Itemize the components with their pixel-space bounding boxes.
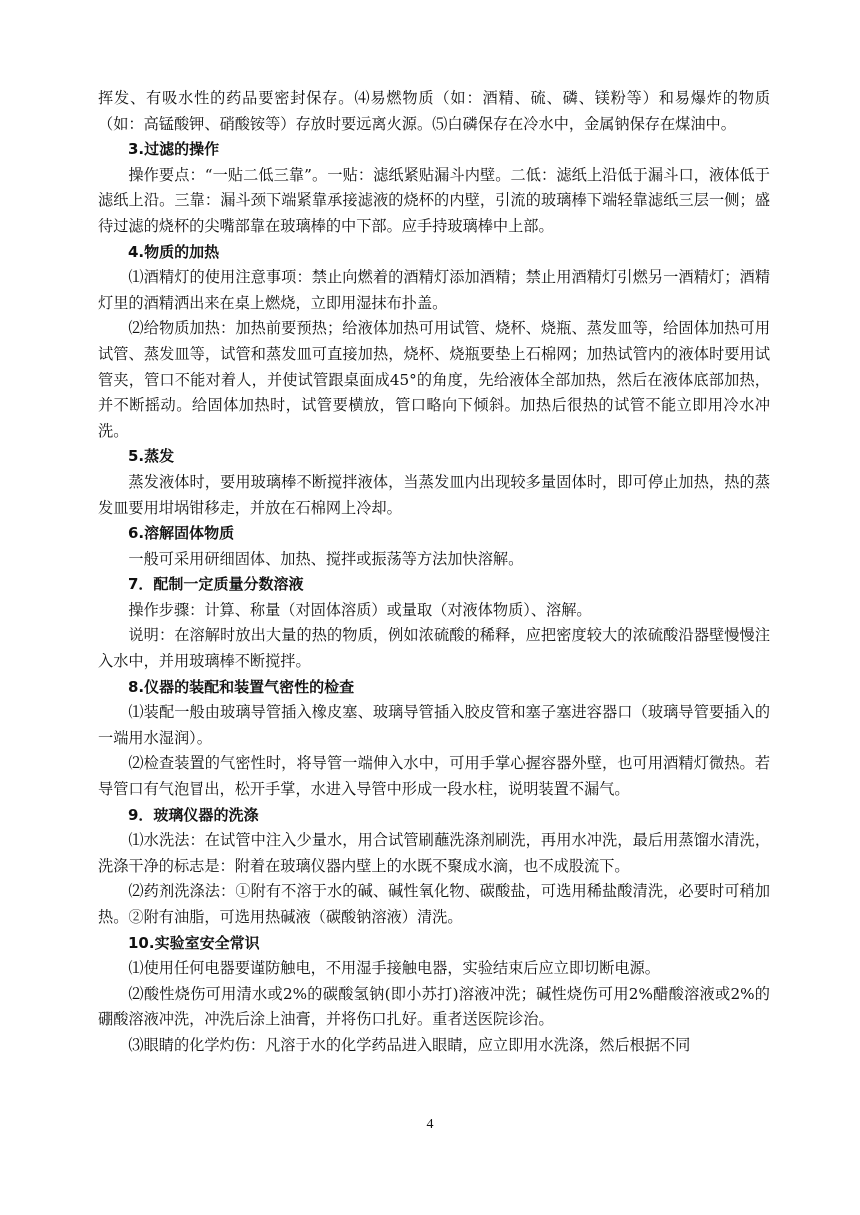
paragraph: ⑵酸性烧伤可用清水或2%的碳酸氢钠(即小苏打)溶液冲洗；碱性烧伤可用2%醋酸溶液或2%的硼酸溶液冲洗，冲洗后涂上油膏，并将伤口扎好。重者送医院诊治。 <box>98 984 770 1029</box>
section-heading: 9．玻璃仪器的洗涤 <box>128 805 259 824</box>
section-heading: 3.过滤的操作 <box>128 140 220 159</box>
paragraph: 一般可采用研细固体、加热、搅拌或振荡等方法加快溶解。 <box>128 549 524 568</box>
intro-paragraph: 挥发、有吸水性的药品要密封保存。⑷易燃物质（如：酒精、硫、磷、镁粉等）和易爆炸的物质（如：高锰酸钾、硝酸铵等）存放时要远离火源。⑸白磷保存在冷水中，金属钠保存在煤油中。 <box>98 89 770 133</box>
paragraph: ⑴酒精灯的使用注意事项：禁止向燃着的酒精灯添加酒精；禁止用酒精灯引燃另一酒精灯；酒精灯里的酒精洒出来在桌上燃烧，立即用湿抹布扑盖。 <box>98 268 770 312</box>
section-heading: 4.物质的加热 <box>128 242 220 261</box>
paragraph: ⑵药剂洗涤法：①附有不溶于水的碱、碱性氧化物、碳酸盐，可选用稀盐酸清洗，必要时可稍加热。②附有油脂，可选用热碱液（碳酸钠溶液）清洗。 <box>98 882 770 926</box>
section-glassware-washing <box>98 803 770 931</box>
section-heading: 8.仪器的装配和装置气密性的检查 <box>128 677 355 696</box>
section-dissolving <box>98 521 770 572</box>
paragraph: 操作步骤：计算、称量（对固体溶质）或量取（对液体物质）、溶解。 <box>128 600 592 619</box>
section-solution-prep <box>98 572 770 674</box>
paragraph: ⑵检查装置的气密性时，将导管一端伸入水中，可用手掌心握容器外壁，也可用酒精灯微热。若导管口有气泡冒出，松开手掌，水进入导管中形成一段水柱，说明装置不漏气。 <box>98 754 770 799</box>
paragraph: ⑵给物质加热：加热前要预热；给液体加热可用试管、烧杯、烧瓶、蒸发皿等，给固体加热可用试管、蒸发皿等，试管和蒸发皿可直接加热，烧杯、烧瓶要垫上石棉网；加热试管内的液体时要用试管夹，管口不能对着人，并使试管跟桌面成45°的角度，先给液体全部加热，然后在液体底部加热，并不断摇动。给固体加热时，试管要横放，管口略向下倾斜。加热后很热的试管不能立即用冷水冲洗。 <box>98 319 770 440</box>
section-heading: 6.溶解固体物质 <box>128 524 235 543</box>
section-lab-safety <box>98 931 770 1059</box>
paragraph: 操作要点：“一贴二低三靠”。一贴：滤纸紧贴漏斗内壁。二低：滤纸上沿低于漏斗口，液体低于滤纸上沿。三靠：漏斗颈下端紧靠承接滤液的烧杯的内壁，引流的玻璃棒下端轻靠滤纸三层一侧；盛待过滤的烧杯的尖嘴部靠在玻璃棒的中下部。应手持玻璃棒中上部。 <box>98 165 770 235</box>
section-apparatus-assembly <box>98 675 770 803</box>
page-number: 4 <box>426 1117 434 1132</box>
section-heading: 7．配制一定质量分数溶液 <box>128 575 304 594</box>
paragraph: ⑴装配一般由玻璃导管插入橡皮塞、玻璃导管插入胶皮管和塞子塞进容器口（玻璃导管要插入的一端用水湿润）。 <box>98 703 770 747</box>
paragraph: ⑴使用任何电器要谨防触电，不用湿手接触电器，实验结束后应立即切断电源。 <box>128 959 660 978</box>
section-heating <box>98 240 770 445</box>
section-heading: 10.实验室安全常识 <box>128 933 260 952</box>
section-filtration <box>98 137 770 239</box>
paragraph: 蒸发液体时，要用玻璃棒不断搅拌液体，当蒸发皿内出现较多量固体时，即可停止加热，热的蒸发皿要用坩埚钳移走，并放在石棉网上冷却。 <box>98 472 770 517</box>
paragraph: ⑴水洗法：在试管中注入少量水，用合试管刷蘸洗涤剂刷洗，再用水冲洗，最后用蒸馏水清洗，洗涤干净的标志是：附着在玻璃仪器内壁上的水既不聚成水滴，也不成股流下。 <box>98 831 770 875</box>
paragraph: ⑶眼睛的化学灼伤：凡溶于水的化学药品进入眼睛，应立即用水洗涤，然后根据不同 <box>128 1035 691 1054</box>
section-heading: 5.蒸发 <box>128 447 175 466</box>
paragraph: 说明：在溶解时放出大量的热的物质，例如浓硫酸的稀释，应把密度较大的浓硫酸沿器壁慢慢注入水中，并用玻璃棒不断搅拌。 <box>98 626 770 671</box>
section-evaporation <box>98 444 770 521</box>
page-content <box>98 86 770 1059</box>
